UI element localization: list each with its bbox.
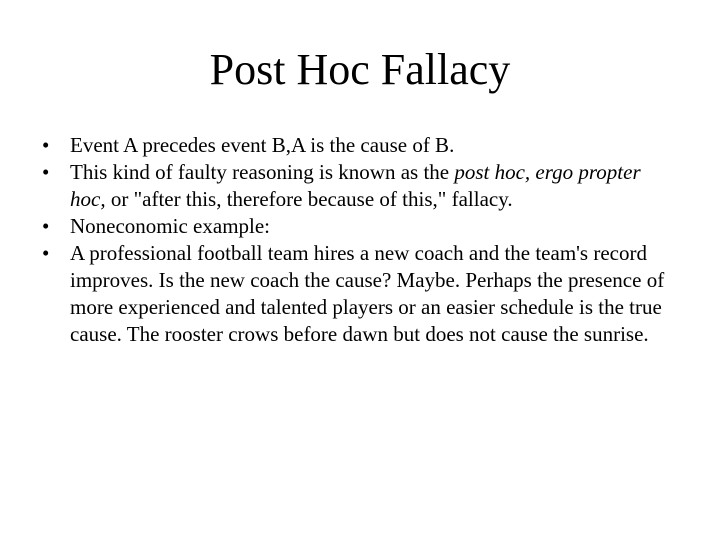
bullet-icon: • [42, 241, 50, 265]
bullet-text-before: This kind of faulty reasoning is known as the [70, 160, 455, 184]
bullet-item-4 [40, 240, 680, 348]
bullet-icon: • [42, 160, 50, 184]
bullet-text: Noneconomic example: [70, 214, 271, 238]
bullet-list [40, 132, 680, 348]
bullet-text: Event A precedes event B,A is the cause of B. [70, 133, 455, 157]
bullet-item-2 [40, 159, 680, 213]
bullet-text-italic: post hoc, ergo propter hoc, [70, 160, 641, 211]
bullet-icon: • [42, 214, 50, 238]
bullet-text-after: or "after this, therefore because of this," fallacy. [105, 187, 513, 211]
bullet-item-1 [40, 132, 680, 159]
bullet-text: A professional football team hires a new coach and the team's record improves. Is the new coach the cause? Maybe. Perhaps the presence of more experienced and talented players or an easier schedule is the true cause. The rooster crows before dawn but does not cause the sunrise. [70, 241, 665, 346]
bullet-icon: • [42, 133, 50, 157]
bullet-item-3 [40, 213, 680, 240]
slide-title: Post Hoc Fallacy [209, 45, 511, 94]
